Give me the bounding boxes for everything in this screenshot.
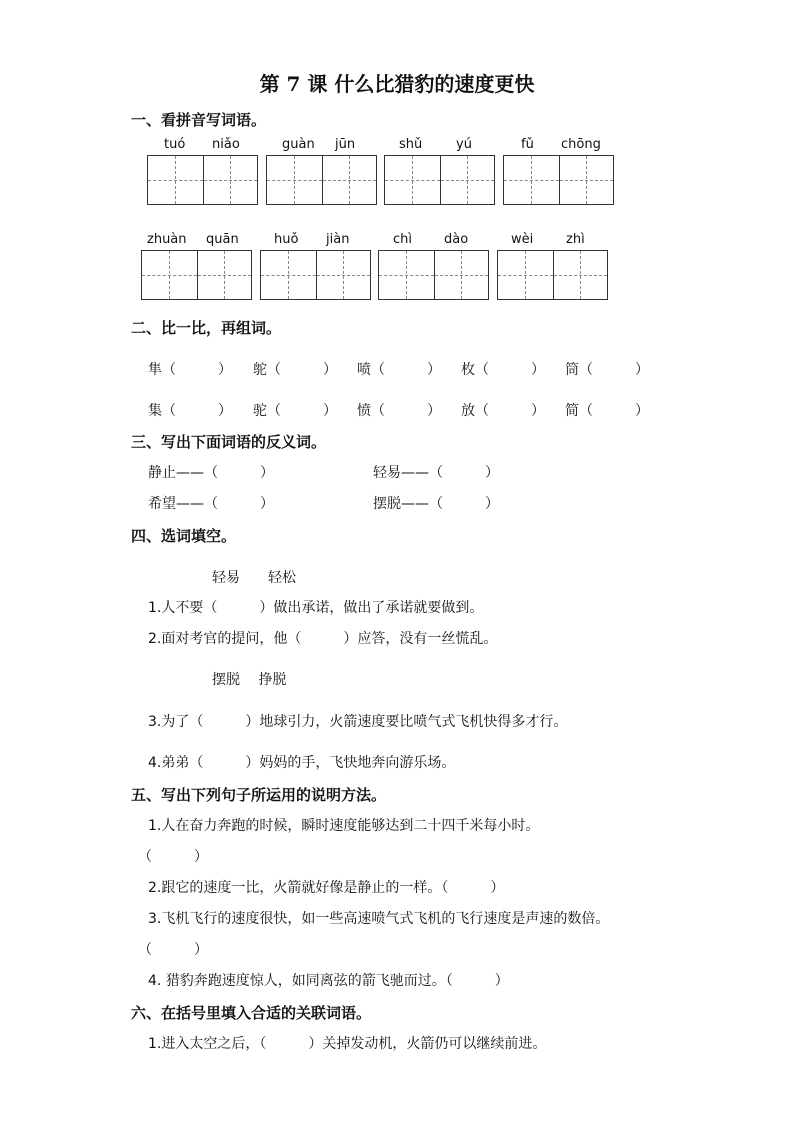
writing-grid[interactable] bbox=[266, 155, 377, 205]
writing-grid[interactable] bbox=[503, 155, 614, 205]
antonym-item: 静止——（ ） bbox=[148, 465, 274, 481]
antonym-item: 摆脱——（ ） bbox=[373, 496, 499, 512]
pinyin: niǎo bbox=[212, 137, 240, 152]
question: 1.进入太空之后，（ ）关掉发动机，火箭仍可以继续前进。 bbox=[148, 1036, 547, 1052]
pinyin: chōng bbox=[561, 137, 601, 152]
pinyin: jiàn bbox=[326, 232, 350, 247]
pinyin: yú bbox=[456, 137, 472, 152]
section-5-heading: 五、写出下列句子所运用的说明方法。 bbox=[131, 786, 387, 804]
answer-blank: （ ） bbox=[138, 849, 208, 865]
writing-grid[interactable] bbox=[384, 155, 495, 205]
question: 3.为了（ ）地球引力，火箭速度要比喷气式飞机快得多才行。 bbox=[148, 714, 568, 730]
writing-grid[interactable] bbox=[147, 155, 258, 205]
pinyin: tuó bbox=[164, 137, 186, 152]
question: 1.人不要（ ）做出承诺，做出了承诺就要做到。 bbox=[148, 600, 484, 616]
compare-item: 集（ ） bbox=[148, 403, 232, 419]
section-3-heading: 三、写出下面词语的反义词。 bbox=[131, 433, 327, 451]
compare-item: 简（ ） bbox=[565, 403, 649, 419]
section-2-heading: 二、比一比，再组词。 bbox=[131, 319, 282, 337]
compare-item: 隼（ ） bbox=[148, 362, 232, 378]
word-choices: 摆脱 挣脱 bbox=[212, 672, 287, 688]
compare-item: 筒（ ） bbox=[565, 362, 649, 378]
question: 1.人在奋力奔跑的时候，瞬时速度能够达到二十四千米每小时。 bbox=[148, 818, 540, 834]
pinyin: quān bbox=[206, 232, 239, 247]
answer-blank: （ ） bbox=[138, 942, 208, 958]
question: 3.飞机飞行的速度很快，如一些高速喷气式飞机的飞行速度是声速的数倍。 bbox=[148, 911, 610, 927]
page-title: 第 7 课 什么比猎豹的速度更快 bbox=[259, 72, 535, 96]
pinyin: fǔ bbox=[521, 137, 534, 152]
section-4-heading: 四、选词填空。 bbox=[131, 527, 237, 545]
writing-grid[interactable] bbox=[141, 250, 252, 300]
writing-grid[interactable] bbox=[378, 250, 489, 300]
compare-item: 喷（ ） bbox=[357, 362, 441, 378]
pinyin: zhì bbox=[566, 232, 585, 247]
antonym-item: 希望——（ ） bbox=[148, 496, 274, 512]
pinyin: chì bbox=[393, 232, 412, 247]
question: 2.面对考官的提问，他（ ）应答，没有一丝慌乱。 bbox=[148, 631, 498, 647]
pinyin: shǔ bbox=[399, 137, 423, 152]
question: 4. 猎豹奔跑速度惊人，如同离弦的箭飞驰而过。（ ） bbox=[148, 973, 509, 989]
question: 2.跟它的速度一比，火箭就好像是静止的一样。（ ） bbox=[148, 880, 505, 896]
compare-item: 放（ ） bbox=[461, 403, 545, 419]
section-6-heading: 六、在括号里填入合适的关联词语。 bbox=[131, 1004, 372, 1022]
pinyin: jūn bbox=[335, 137, 356, 152]
pinyin: zhuàn bbox=[147, 232, 187, 247]
pinyin: dào bbox=[444, 232, 469, 247]
antonym-item: 轻易——（ ） bbox=[373, 465, 499, 481]
question: 4.弟弟（ ）妈妈的手，飞快地奔向游乐场。 bbox=[148, 755, 456, 771]
compare-item: 枚（ ） bbox=[461, 362, 545, 378]
pinyin: wèi bbox=[511, 232, 534, 247]
writing-grid[interactable] bbox=[260, 250, 371, 300]
word-choices: 轻易 轻松 bbox=[212, 570, 296, 586]
compare-item: 鸵（ ） bbox=[253, 362, 337, 378]
pinyin: guàn bbox=[282, 137, 315, 152]
section-1-heading: 一、看拼音写词语。 bbox=[131, 111, 267, 129]
pinyin: huǒ bbox=[274, 232, 299, 247]
compare-item: 愤（ ） bbox=[357, 403, 441, 419]
writing-grid[interactable] bbox=[497, 250, 608, 300]
compare-item: 驼（ ） bbox=[253, 403, 337, 419]
